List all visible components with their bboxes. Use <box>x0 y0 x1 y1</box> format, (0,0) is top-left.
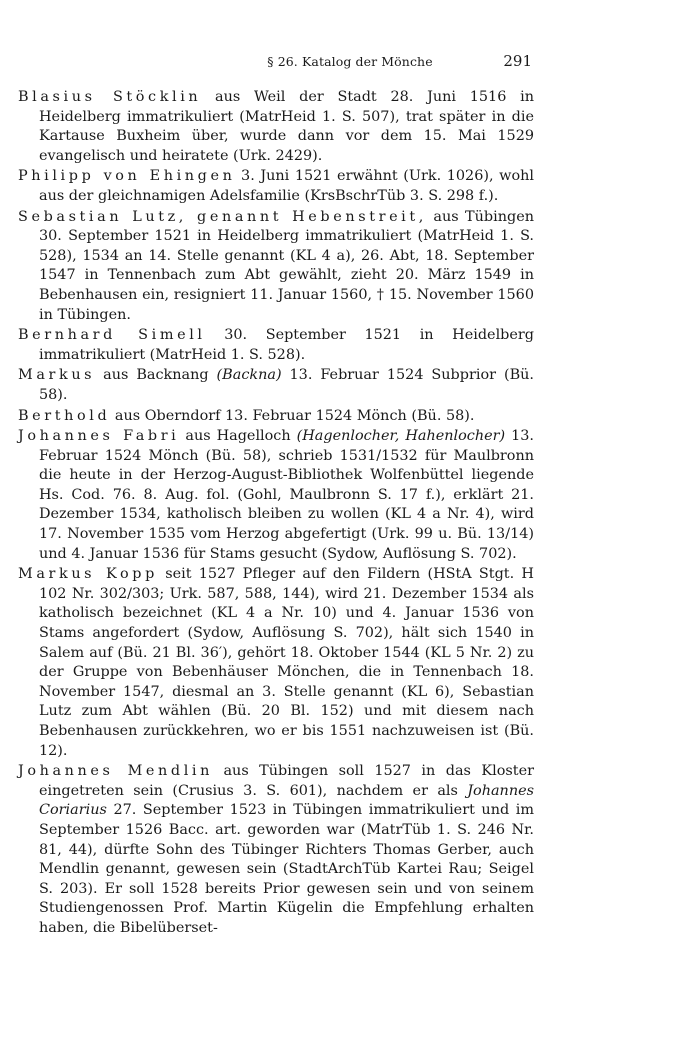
entry-text: aus Tübingen soll 1527 in das Kloster eingetreten sein (Crusius 3. S. 601), nachdem er als <box>39 763 534 799</box>
entry-markus-kopp <box>18 565 534 761</box>
entry-name: Bernhard Simell <box>18 327 206 344</box>
entry-text: 13. Februar 1524 Subprior (Bü. 58). <box>39 367 534 403</box>
entry-text: 13. Februar 1524 Mönch (Bü. 58), schrieb 1531/1532 für Maulbronn die heute in der Herzog-August-Bibliothek Wolfenbüttel liegende Hs. Cod. 76. 8. Aug. fol. (Gohl, Maulbronn S. 17 f.), erklärt 21. Dezember 1534, katholisch bleiben zu wollen (KL 4 a Nr. 4), wird 17. November 1535 vom Herzog abgefertigt (Urk. 99 u. Bü. 13/14) und 4. Januar 1536 für Stams gesucht (Sydow, Auflösung S. 702). <box>39 428 534 562</box>
entry-text: 30. September 1521 in Heidelberg immatrikuliert (MatrHeid 1. S. 528). <box>39 327 534 363</box>
entry-name: Markus Kopp <box>18 566 158 583</box>
entry-name: Sebastian Lutz, genannt Hebenstreit, <box>18 208 427 225</box>
entry-text: aus Backnang <box>95 367 217 384</box>
catalog-entries <box>18 88 534 940</box>
entry-berthold-oberndorf <box>18 407 534 427</box>
entry-name: Johannes Fabri <box>18 428 180 445</box>
running-title: § 26. Katalog der Mönche <box>267 54 433 69</box>
entry-italic-text: (Hagenlocher, Hahenlocher) <box>296 428 506 445</box>
page-number: 291 <box>503 52 532 70</box>
entry-blasius-stoecklin <box>18 88 534 166</box>
entry-johannes-fabri <box>18 427 534 564</box>
entry-italic-text: (Backna) <box>216 367 282 384</box>
entry-bernhard-simell <box>18 326 534 365</box>
entry-name: Blasius Stöcklin <box>18 89 202 105</box>
entry-text: aus Oberndorf 13. Februar 1524 Mönch (Bü. 58). <box>110 407 475 424</box>
entry-text: 27. September 1523 in Tübingen immatrikuliert und im September 1526 Bacc. art. geworden war (MatrTüb 1. S. 246 Nr. 81, 44), dürfte Sohn des Tübinger Richters Thomas Gerber, auch Mendlin genannt, gewesen sein (StadtArchTüb Kartei Rau; Seigel S. 203). Er soll 1528 bereits Prior gewesen sein und von seinem Studiengenossen Prof. Martin Kügelin die Empfehlung erhalten haben, die Bibelüberset- <box>39 802 534 936</box>
running-head <box>0 52 700 74</box>
entry-italic-text: Johannes Coriarius <box>39 782 534 819</box>
entry-name: Philipp von Ehingen <box>18 168 236 185</box>
entry-text: 3. Juni 1521 erwähnt (Urk. 1026), wohl aus der gleichnamigen Adelsfamilie (KrsBschrTüb 3. S. 298 f.). <box>39 168 534 204</box>
entry-markus-backnang <box>18 366 534 405</box>
entry-name: Berthold <box>18 407 111 424</box>
entry-name: Johannes Mendlin <box>18 763 213 780</box>
entry-text: seit 1527 Pfleger auf den Fildern (HStA Stgt. H 102 Nr. 302/303; Urk. 587, 588, 144), wird 21. Dezember 1534 als katholisch bezeichnet (KL 4 a Nr. 10) und 4. Januar 1536 von Stams angefordert (Sydow, Auflösung S. 702), hält sich 1540 in Salem auf (Bü. 21 Bl. 36′), gehört 18. Oktober 1544 (KL 5 Nr. 2) zu der Gruppe von Bebenhäuser Mönchen, die in Tennenbach 18. November 1547, diesmal an 3. Stelle genannt (KL 6), Sebastian Lutz zum Abt wählen (Bü. 20 Bl. 152) und mit diesem nach Bebenhausen zurückkehren, wo er bis 1551 nachzuweisen ist (Bü. 12). <box>39 566 534 759</box>
entry-johannes-mendlin <box>18 762 534 938</box>
entry-text: aus Hagelloch <box>179 428 297 445</box>
entry-sebastian-lutz <box>18 208 534 326</box>
entry-text: aus Tübingen 30. September 1521 in Heidelberg immatrikuliert (MatrHeid 1. S. 528), 1534 an 14. Stelle genannt (KL 4 a), 26. Abt, 18. September 1547 in Tennenbach zum Abt gewählt, zieht 20. März 1549 in Bebenhausen ein, resigniert 11. Januar 1560, † 15. November 1560 in Tübingen. <box>39 208 535 323</box>
entry-philipp-von-ehingen <box>18 167 534 206</box>
entry-text: aus Weil der Stadt 28. Juni 1516 in Heidelberg immatrikuliert (MatrHeid 1. S. 507), trat später in die Kartause Buxheim über, wurde dann vor dem 15. Mai 1529 evangelisch und heiratete (Urk. 2429). <box>39 89 534 164</box>
entry-name: Markus <box>18 367 96 384</box>
